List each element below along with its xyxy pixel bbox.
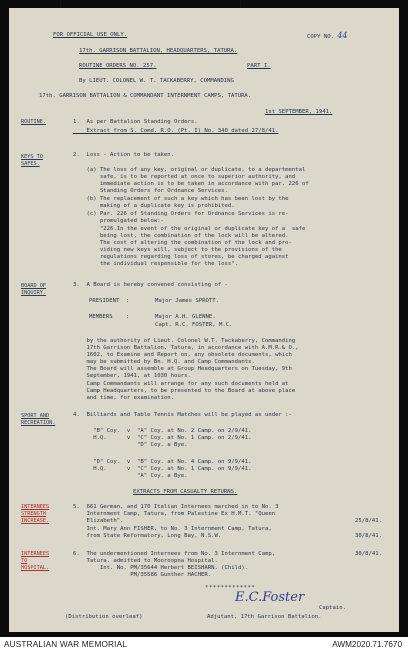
hospital-line: Tatura. admitted to Mooroopna Hospital. bbox=[73, 558, 218, 564]
hospital-line: PM/35586 Gunther HACHER. bbox=[73, 572, 212, 578]
match-row: H.Q. v "C" Coy. at No. 1 Camp. on 9/9/41. bbox=[73, 466, 252, 472]
side-heading-internees-hospital: TO bbox=[21, 558, 28, 564]
side-heading-sport: SPORT AND bbox=[21, 413, 50, 419]
camps-line: 17th. GARRISON BATTALION & COMMANDANT INTERNMENT CAMPS, TATURA. bbox=[39, 93, 252, 99]
side-heading-internees-increase: STRENGTH bbox=[21, 511, 46, 517]
document-date: 1st SEPTEMBER, 1941. bbox=[265, 109, 333, 115]
hospital-line: Int. No. PM/35644 Herbert BEISHARN. (Child). bbox=[73, 565, 249, 571]
side-heading-board: BOARD OF bbox=[21, 283, 46, 289]
president-label: PRESIDENT : bbox=[89, 298, 130, 304]
document-page bbox=[9, 8, 399, 632]
signatory-rank: Captain. bbox=[319, 605, 346, 611]
board-body-line: 17th Garrison Battalion, Tatura, in accordance with A.M.R.& O., bbox=[73, 345, 299, 351]
board-body-line: Camp Commandants will arrange for any such documents held at bbox=[73, 381, 289, 387]
official-use-label: FOR OFFICIAL USE ONLY. bbox=[53, 32, 128, 38]
side-heading-keys: SAFES. bbox=[21, 161, 40, 167]
battalion-heading: 17th. GARRISON BATTALION, HEADQUARTERS, TATURA. bbox=[79, 48, 238, 54]
match-row: "A" Coy. a Bye. bbox=[73, 473, 188, 479]
keys-line: being lost, the combination of the lock will be altered. bbox=[73, 233, 289, 239]
side-heading-keys: KEYS TO bbox=[21, 154, 43, 160]
keys-line: (b) The replacement of such a key which has been lost by the bbox=[73, 196, 289, 202]
hospital-line: 6. The undermentioned Internees from No. 3 Internment Camp, bbox=[73, 551, 276, 557]
archive-footer bbox=[0, 637, 408, 653]
entry-date: 30/8/41. bbox=[355, 533, 382, 539]
routine-line: Extract from S. Comd. R.O. (Pt. I) No. 340 dated 27/8/41. bbox=[73, 128, 279, 134]
side-heading-internees-hospital: INTERNEES bbox=[21, 551, 50, 557]
side-heading-internees-hospital: HOSPITAL. bbox=[21, 565, 50, 571]
board-intro: 3. A Board is hereby convened consisting of - bbox=[73, 282, 228, 288]
signature: E.C.Foster bbox=[235, 590, 305, 605]
board-body-line: 1602, to Examine and Report on, any obsolete documents, which bbox=[73, 352, 292, 358]
member-name: Major A.H. GLENNE. bbox=[155, 314, 216, 320]
president-name: Major James SPROTT. bbox=[155, 298, 219, 304]
internees-line: from State Reformatory, Long Bay, N.S.W. bbox=[73, 533, 222, 539]
side-heading-sport: RECREATION. bbox=[21, 420, 56, 426]
keys-line: The cost of altering the combination of the lock and pro- bbox=[73, 240, 292, 246]
divider-stars: ************* bbox=[205, 585, 256, 591]
internees-line: Elizabeth". bbox=[73, 518, 124, 524]
match-row: H.Q. v "C" Coy. at No. 1 Camp. on 2/9/41. bbox=[73, 435, 252, 441]
keys-line: viding new keys will, subject to the provisions of the bbox=[73, 247, 282, 253]
archive-id: AWM2020.71.7670 bbox=[332, 640, 402, 649]
sport-intro: 4. Billiards and Table Tennis Matches will be played as under :- bbox=[73, 412, 292, 418]
keys-line: safe, is to be reported at once to superior authority, and bbox=[73, 174, 296, 180]
keys-line: "226.In the event of the original or duplicate key of a safe bbox=[73, 226, 306, 232]
keys-line: making of a duplicate key is prohibited. bbox=[73, 203, 235, 209]
archive-name: AUSTRALIAN WAR MEMORIAL bbox=[4, 640, 128, 649]
routine-line: 1. As per Battalion Standing Orders. bbox=[73, 119, 198, 125]
entry-date: 30/8/41. bbox=[355, 551, 382, 557]
board-body-line: may be submitted by Bn. H.Q. and Camp Commandants. bbox=[73, 359, 255, 365]
part-label: PART I. bbox=[247, 63, 271, 69]
entry-date: 25/8/41. bbox=[355, 518, 382, 524]
distribution-note: (Distribution overleaf) bbox=[65, 614, 143, 620]
board-body-line: by the authority of Lieut. Colonel W.T. Tackaberry, Commanding bbox=[73, 338, 296, 344]
board-body-line: The Board will assemble at Group Headquarters on Tuesday, 9th bbox=[73, 366, 292, 372]
keys-line: (c) Par. 226 of Standing Orders for Ordnance Services is re- bbox=[73, 211, 289, 217]
keys-line: the individual responsible for the loss". bbox=[73, 261, 239, 267]
keys-line: promulgated below:- bbox=[73, 218, 164, 224]
copy-number bbox=[307, 32, 348, 41]
by-line: By LIEUT. COLONEL W. T. TACKABERRY, COMMANDING bbox=[79, 78, 234, 84]
keys-line: Standing Orders for Ordnance Services. bbox=[73, 188, 228, 194]
board-body-line: September, 1941, at 1030 hours. bbox=[73, 373, 191, 379]
routine-orders-title: ROUTINE ORDERS NO. 257. bbox=[79, 63, 157, 69]
side-heading-routine: ROUTINE. bbox=[21, 119, 46, 125]
side-heading-internees-increase: INTERNEES bbox=[21, 504, 50, 510]
match-row: "D" Coy. a Bye. bbox=[73, 442, 188, 448]
signatory-title: Adjutant, 17th Garrison Battalion. bbox=[207, 614, 322, 620]
keys-line: 2. Loss - Action to be taken. bbox=[73, 152, 175, 158]
match-row: "D" Coy. v "B" Coy. at No. 4 Camp. on 9/9/41. bbox=[73, 459, 252, 465]
copy-no-value: 44 bbox=[337, 31, 348, 40]
match-row: "B" Coy. v "A" Coy. at No. 2 Camp. on 2/9/41. bbox=[73, 428, 252, 434]
members-label: MEMBERS : bbox=[89, 314, 130, 320]
side-heading-board: INQUIRY. bbox=[21, 290, 46, 296]
extracts-title: EXTRACTS FROM CASUALTY RETURNS. bbox=[133, 489, 238, 495]
internees-line: 5. 661 German, and 170 Italian Internees marched in to No. 3 bbox=[73, 504, 279, 510]
keys-line: immediate action is to be taken in accordance with par. 226 of bbox=[73, 181, 309, 187]
side-heading-internees-increase: INCREASE. bbox=[21, 518, 50, 524]
internees-line: Int. Mary Ann FISHER, to No. 3 Internment Camp, Tatura, bbox=[73, 526, 272, 532]
board-body-line: Camp Headquarters, to be presented to the Board at above place bbox=[73, 388, 296, 394]
board-body-line: and time, for examination. bbox=[73, 395, 175, 401]
copy-no-label: COPY NO. bbox=[307, 34, 334, 40]
member-name: Capt. R.C. FOSTER, M.C. bbox=[155, 322, 233, 328]
internees-line: Internment Camp, Tatura, from Palestine Ex H.M.T. "Queen bbox=[73, 511, 276, 517]
keys-line: (a) The loss of any key, original or duplicate, to a departmental bbox=[73, 167, 306, 173]
keys-line: regulations regarding loss of stores, be charged against bbox=[73, 254, 289, 260]
